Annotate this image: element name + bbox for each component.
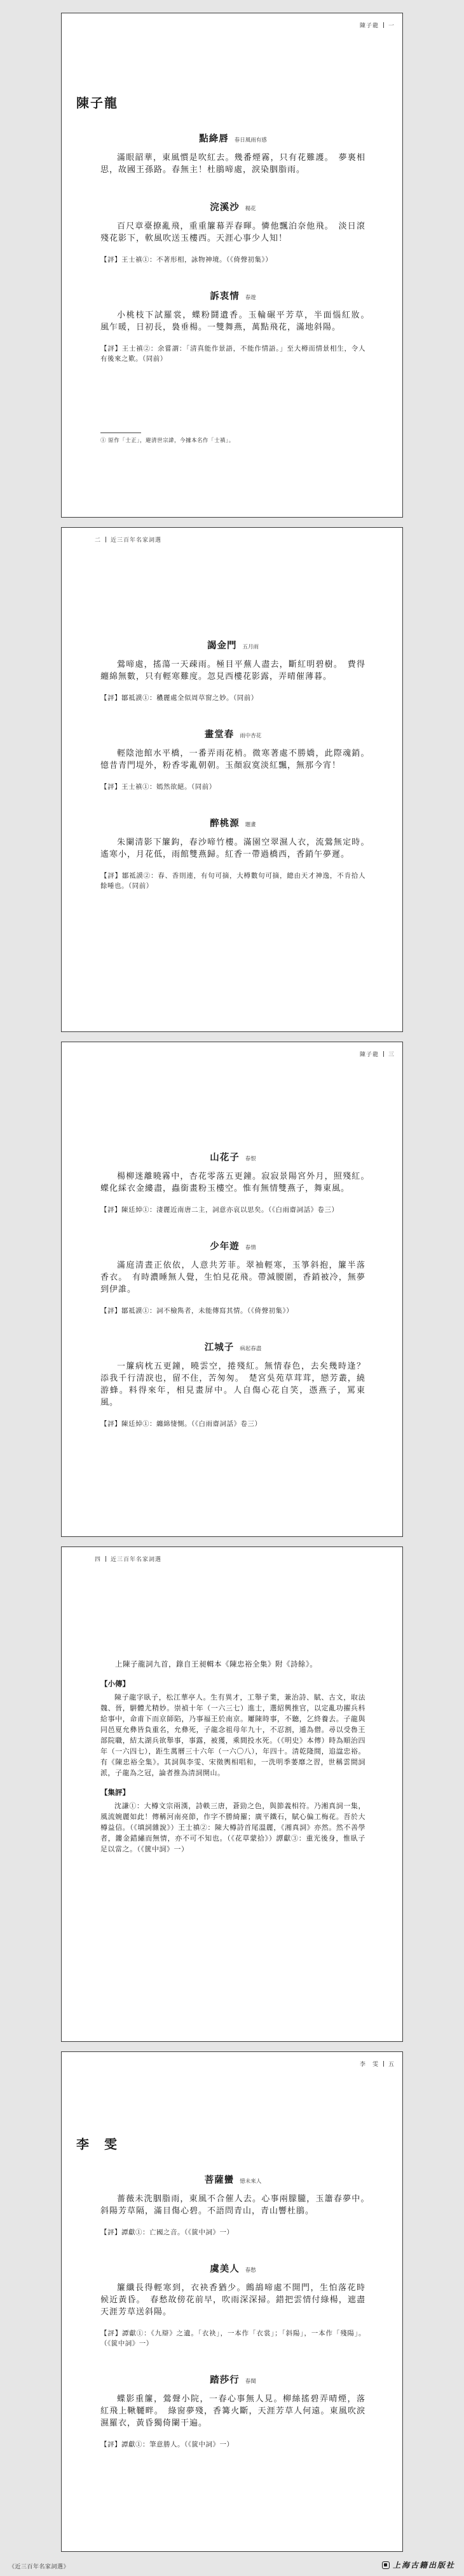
poem-title: 浣溪沙 [210,202,240,213]
poem-title-row [100,1341,365,1354]
page-content [76,2136,375,2450]
poem-title-row [100,1240,365,1253]
poem-comment: 【評】譚獻①：亡國之音。（《篋中詞》一） [100,2229,234,2236]
poem-comment: 【評】鄒祗謨②：春、香則連，有句可摘，大樽數句可摘，總由天才神逸，不肯拾人餘唾也。（同前） [100,872,365,890]
poem-comment: 【評】譚獻①：《九辯》之遺。「衣袂」，一本作「衣裳」；「斜陽」，一本作「殘陽」。（《篋中詞》一） [100,2330,365,2347]
running-head-title: 近三百年名家詞選 [111,537,162,544]
poem [100,2263,365,2349]
poem-comment: 【評】王士禛①：嫣然欲絕。（同前） [100,783,216,791]
running-header [95,1555,161,1563]
poem-comment: 【評】鄒祗謨①：穠麗處全似周草窗之妙。（同前） [100,694,258,702]
publisher-seal-icon [382,2561,390,2569]
poem [100,2174,375,2237]
page-number: 四 [95,1557,102,1563]
poem-comment: 【評】鄒祗謨①：詞不檢雋者，未能傳寫其情。（《倚聲初集》） [100,1307,294,1315]
poem [100,1151,375,1215]
biography-text: 陳子龍字臥子，松江華亭人。生有異才，工舉子業，兼治詩、賦、古文，取法魏、晉，騈體尤精妙。崇禎十年（一六三七）進士，選紹興推官，以定亂功擢兵科給事中，命甫下而京師陷，乃事福王於南京。屢陳時事，不聽，乞終養去。子龍與同邑夏允彝皆負重名，允彝死，子龍念祖母年九十，不忍割，遁為僧。尋以受魯王部院職，結太湖兵欲舉事，事露，被獲，乘間投水死。（《明史》本傳）時為順治四年（一六四七），距生萬曆三十六年（一六〇八），年四十。清乾隆間，追諡忠裕。有《陳忠裕全集》。其詞與李雯、宋徵輿相唱和，一洗明季萎靡之習，世稱雲間詞派，子龍為之冠，論者推為清詞開山。 [100,1693,365,1777]
poem-subtitle: 楊花 [245,206,256,212]
poem-title: 菩薩蠻 [204,2175,235,2185]
poem-subtitle: 五月雨 [242,644,259,650]
poem-title: 訴衷情 [210,291,240,302]
poem-text: 楊柳迷離曉霧中，杏花零落五更鐘。寂寂景陽宮外月，照殘紅。 蝶化綵衣金縷盡，蟲銜畫粉玉樓空。惟有無情雙燕子，舞東風。 [100,1172,375,1193]
poem-title: 山花子 [210,1152,240,1163]
poem-subtitle: 春遊 [245,295,256,301]
biography-heading: 【小傳】 [100,1679,130,1688]
poem-title: 畫堂春 [204,729,235,740]
poem-title: 少年遊 [210,1241,240,1252]
poem-text: 鶯啼處，搖蕩一天疎雨。極目平蕪人盡去，斷紅明碧樹。 費得纏綿無數，只有輕寒難度。忽見西樓花影露，弄晴催薄暮。 [100,660,365,681]
poem-title-row [100,1151,365,1164]
critique-text: 沈謙①：大樽文宗兩漢，詩軼三唐，蒼勁之色，與節義相符。乃湘真詞一集，風流婉麗如此！傳稱河南亮節，作字不勝綺羅；廣平鐵石，賦心偏工梅花。吾於大樽益信。（《填詞雜說》）王士禛②：陳大樽詩首尾溫麗，《湘真詞》亦然。然不善學者，鏤金錯繡而無情，亦不可不知也。（《花草蒙拾》）譚獻③：重光後身，惟臥子足以當之。（《篋中詞》一） [100,1802,365,1853]
running-head-title: 李 雯 [359,2062,379,2068]
page-content [100,640,375,891]
header-divider [383,22,384,28]
poem-text: 輕陰池館水平橋，一番弄雨花梢。微寒著處不勝嬌，此際魂銷。 憶昔青門堤外，粉香零亂朝朝。玉顏寂寞淡紅飄，無那今宵！ [100,749,375,770]
poem [100,2374,365,2450]
page-number: 三 [388,1052,395,1058]
poem-subtitle: 春恨 [245,1156,256,1162]
running-header [360,2060,395,2068]
poem-title-row [100,2174,365,2187]
poem-comment: 【評】陳廷焯①：纏綿悽惻。（《白雨齋詞話》卷三） [100,1420,262,1428]
poem-comment: 【評】王士禛①：不著形相，詠物神境。（《倚聲初集》） [100,256,273,264]
poem-title-row [100,2374,365,2387]
poem [100,133,365,176]
running-header [360,1050,395,1058]
poem-text: 簾纖長得輕寒到，衣袂香猶少。鷓鴣啼處不開門，生怕落花時候近黃昏。 春愁故傍花前早，吹雨深深掃。錯把雲情付綠楊，遮盡天涯芳草送斜陽。 [100,2283,365,2317]
page-number: 一 [388,23,395,29]
poem-comment: 【評】陳廷焯①：淒麗近南唐二主，詞意亦哀以思矣。（《白雨齋詞話》卷三） [100,1206,339,1214]
running-head-title: 陳子龍 [359,1052,379,1058]
poem-text: 薔薇未洗胭脂雨，東風不合催人去。心事兩朦朧，玉簫春夢中。 斜陽芳草隔，滿目傷心碧。不語問青山，青山響杜鵑。 [100,2194,375,2216]
poem [100,1341,365,1429]
poem-title: 謁金門 [207,640,237,651]
poem-title-row [100,2263,365,2276]
book-page-4 [61,1546,403,2042]
book-page-2 [61,527,403,1032]
header-divider [383,1051,384,1057]
poem-subtitle: 憶未來人 [240,2178,262,2185]
poem-subtitle: 春愁 [245,2267,256,2274]
poem [100,728,375,792]
page-content [100,1659,365,1855]
poem-subtitle: 題畫 [245,822,256,828]
poem-text: 滿眼韶華，東風慣是吹紅去。幾番煙霧，只有花難護。 夢裏相思，故國王孫路。春無主！杜鵑啼處，淚染胭脂雨。 [100,153,365,175]
critique-heading: 【集評】 [100,1788,130,1797]
poem-subtitle: 春閨 [245,2378,256,2385]
poem-title-row [100,640,365,652]
book-page-3 [61,1042,403,1537]
poem-comment: 【評】譚獻①：筆意勝人。（《篋中詞》一） [100,2441,234,2448]
poem-title-row [100,290,365,303]
page-content [76,95,375,364]
poem-subtitle: 春日風雨有感 [234,137,267,144]
viewer-footer [0,2557,464,2573]
poem-title: 醉桃源 [210,818,240,829]
poem-title-row [100,133,365,145]
footnote [100,433,365,445]
running-header [360,21,395,29]
poem-text: 百尺章臺撩亂飛，重重簾幕弄春暉。憐他飄泊奈他飛。 淡日滾殘花影下，軟風吹送玉樓西。天涯心事少人知！ [100,222,365,243]
poem-text: 滿庭清晝正依依，人意共芳菲。翠袖輕寒，玉箏斜抱，簾半落香衣。 有時濃睡無人覺，生怕見花飛。帶減腰圍，香銷被冷，無夢到伊誰。 [100,1261,365,1294]
book-page-5 [61,2051,403,2552]
poem [100,201,365,265]
source-note: 上陳子龍詞九首，錄自王昶輯本《陳忠裕全集》附《詩餘》。 [115,1660,318,1668]
poem [100,640,365,703]
footer-book-title: 《近三百年名家詞選》 [9,2564,70,2570]
poem-subtitle: 春情 [245,1245,256,1251]
page-number: 五 [388,2062,395,2068]
poem-title: 踏莎行 [210,2375,240,2385]
poem-title: 點絳唇 [199,133,229,144]
poem-subtitle: 雨中杏花 [240,733,262,739]
running-head-title: 陳子龍 [359,23,379,29]
poem-title: 江城子 [204,1342,235,1353]
footnote-text: ① 原作「士正」，避清世宗諱，今據本名作「士禛」。 [100,438,235,444]
page-number: 二 [95,537,102,544]
page-content [100,1151,375,1429]
poem [100,1240,365,1316]
author-heading: 陳子龍 [76,95,118,111]
running-head-title: 近三百年名家詞選 [111,1557,162,1563]
poem-text: 一簾病枕五更鐘，曉雲空，捲殘紅。無情春色，去矣幾時逢？添我千行清淚也，留不住，苦匆匆。 楚宮吳苑草茸茸，戀芳叢，繞游蜂。料得來年，相見畫屏中。人自傷心花自笑，憑燕子，罵東風。 [100,1362,365,1407]
poem-text: 小桃枝下試羅裳，蝶粉鬪遺香。玉輪碾平芳草，半面惱紅妝。 風乍暖，日初長，裊垂楊。一雙舞燕，萬點飛花，滿地斜陽。 [100,311,375,332]
publisher-name: 上海古籍出版社 [392,2561,455,2570]
header-divider [383,2061,384,2067]
poem-title-row [100,728,365,741]
publisher-logo[interactable] [382,2559,455,2570]
poem-title-row [100,817,365,830]
poem-comment: 【評】王士禛②：余嘗謂：「清真能作景語，不能作情語。」至大樽而情景相生，令人有後來之歎。（同前） [100,345,365,363]
poem-text: 朱闌清影下簾鈎，春沙啼竹樓。滿園空翠濕人衣，流鶯無定時。 遙寒小，月花低，雨館雙燕歸。紅香一帶過橋西，香銷午夢遲。 [100,838,375,859]
poem-text: 蝶影重簾，鶯聲小院，一春心事無人見。柳絲搖碧弄晴煙，落紅飛上鞦韆畔。 綠窗夢殘，香篝火斷，天涯芳草人何遠。東風吹淚濕羅衣，黃昏獨倚闌干遍。 [100,2394,365,2428]
poem-title: 虞美人 [210,2264,240,2274]
poem-subtitle: 病起春盡 [240,1346,262,1352]
poem [100,290,375,364]
author-heading: 李 雯 [76,2137,118,2152]
book-page-1 [61,13,403,518]
running-header [95,535,161,544]
poem-title-row [100,201,365,214]
poem [100,817,375,891]
